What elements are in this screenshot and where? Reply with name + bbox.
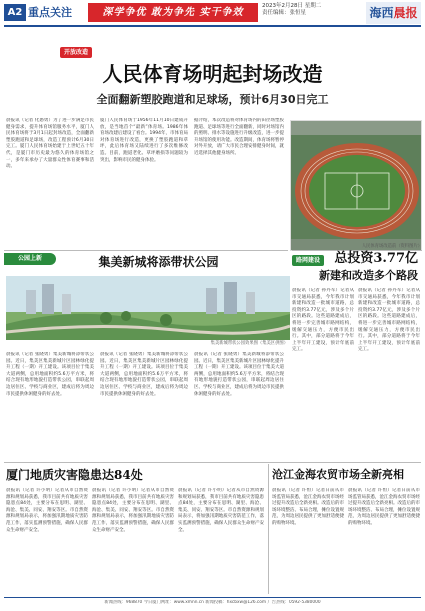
page-number: A2 bbox=[4, 4, 26, 21]
section-title: 重点关注 bbox=[28, 6, 72, 19]
park-column-3: 晨报讯（记者 张晓勇）集美新城将添带状公园。近日，集美区集美新城片区园林绿化提升工程（一期）开工建设。该项目位于集美大道两侧，总用地面积约5.6万平方米，将结合现有地形地貌打造带状公园，串联起周边居住区、学校与商业区，建成后将为周边市民提供休闲健身的好去处。 bbox=[194, 352, 284, 397]
stadium-photo bbox=[290, 120, 422, 251]
park-tag: 公园上新 bbox=[4, 253, 56, 265]
stadium-illustration bbox=[291, 121, 422, 251]
park-photo bbox=[6, 276, 290, 340]
footer-rule bbox=[4, 597, 421, 598]
invest-headline-2: 新建和改造多个路段 bbox=[319, 269, 418, 282]
invest-column-1: 晨报讯（记者 孙丹军）记者从市交通局获悉，今年我市计划新建和改造一批城市道路，总投资约3.77亿元，涉及多个片区的路段。这些道路建成后，将进一步完善城市路网结构，缓解交通压力，方便市民出行。其中，部分道路将于今年上半年开工建设，预计年底前完工。 bbox=[292, 288, 354, 353]
divider-bottom bbox=[4, 462, 421, 463]
park-column-1: 晨报讯（记者 张晓勇）集美新城将添带状公园。近日，集美区集美新城片区园林绿化提升工程（一期）开工建设。该项目位于集美大道两侧，总用地面积约5.6万平方米，将结合现有地形地貌打造带状公园，串联起周边居住区、学校与商业区，建成后将为周边市民提供休闲健身的好去处。 bbox=[6, 352, 94, 397]
masthead bbox=[0, 0, 425, 30]
invest-tag: 路网建设 bbox=[292, 255, 324, 266]
dateline bbox=[262, 3, 321, 17]
lead-column-1: 晨报讯（记者 化愚勇）为了进一步满足市民健身需求，提升体育场馆服务水平，厦门人民体育场将于3月1日起封场改造，全面翻新塑胶跑道和足球场，改造工程预计6月30日完工。厦门人民体育场始建于上世纪五十年代，是厦门市历史最为悠久的体育场馆之一，多年来承办了大量群众性体育赛事和活动。 bbox=[6, 118, 94, 170]
divider-vertical bbox=[268, 464, 269, 594]
market-column-1: 晨报讯（记者 许恒）记者日前从市场监管局获悉，沧江金海农贸市场经过提升改造后全新亮相。改造后的市场环境整洁、布局合理，摊位设置规范，为周边居民提供了更加舒适便捷的购物环境。 bbox=[272, 488, 344, 526]
footer-text: 新闻热线：968870 今日厦门网址：www.xmnn.cn 新闻投稿：hxcbxw@126.com 广告热线：0592-5380000 bbox=[104, 600, 321, 605]
market-column-2: 晨报讯（记者 许恒）记者日前从市场监管局获悉，沧江金海农贸市场经过提升改造后全新亮相。改造后的市场环境整洁、布局合理，摊位设置规范，为周边居民提供了更加舒适便捷的购物环境。 bbox=[348, 488, 420, 526]
geology-headline: 厦门地质灾害隐患达84处 bbox=[6, 468, 143, 482]
market-headline: 沧江金海农贸市场全新亮相 bbox=[272, 468, 404, 481]
park-illustration bbox=[6, 276, 290, 340]
geology-column-3: 晨报讯（记者 许小明）记者从市自然资源和规划局获悉，我市目前共有地质灾害隐患点84处，主要分布在思明、湖里、海沧、集美、同安、翔安等区。市自然资源和规划局表示，将加强汛期地质灾害防范工作，落实监测预警措施，确保人民群众生命财产安全。 bbox=[178, 488, 264, 533]
logo-main: 海西 bbox=[369, 6, 394, 20]
geology-column-2: 晨报讯（记者 许小明）记者从市自然资源和规划局获悉，我市目前共有地质灾害隐患点84处，主要分布在思明、湖里、海沧、集美、同安、翔安等区。市自然资源和规划局表示，将加强汛期地质灾害防范工作，落实监测预警措施，确保人民群众生命财产安全。 bbox=[92, 488, 174, 533]
logo-accent: 晨报 bbox=[393, 6, 418, 20]
editor-text: 责任编辑：张恒星 bbox=[262, 10, 307, 16]
park-headline: 集美新城将添带状公园 bbox=[98, 255, 219, 269]
divider-lead bbox=[4, 250, 288, 251]
lead-column-3: 据介绍，本次改造将对体育场内的田径场塑胶跑道、足球场等进行全面翻新，同时对场馆内的照明、排水等设施进行升级改造，进一步提升场馆的使用功能。改造期间，体育场将暂停对外开放，请广大市民合理安排健身时间，就近选择其他健身场所。 bbox=[194, 118, 284, 156]
date-text: 2023年2月28日 星期二 bbox=[262, 3, 322, 9]
geology-column-1: 晨报讯（记者 许小明）记者从市自然资源和规划局获悉，我市目前共有地质灾害隐患点84处，主要分布在思明、湖里、海沧、集美、同安、翔安等区。市自然资源和规划局表示，将加强汛期地质灾害防范工作，落实监测预警措施，确保人民群众生命财产安全。 bbox=[6, 488, 88, 533]
lead-subheadline: 全面翻新塑胶跑道和足球场，预计6月30日完工 bbox=[96, 93, 329, 106]
slogan-banner: 深学争优 敢为争先 实干争效 bbox=[88, 3, 258, 22]
newspaper-logo bbox=[366, 2, 421, 24]
invest-column-2: 晨报讯（记者 孙丹军）记者从市交通局获悉，今年我市计划新建和改造一批城市道路，总投资约3.77亿元，涉及多个片区的路段。这些道路建成后，将进一步完善城市路网结构，缓解交通压力，方便市民出行。其中，部分道路将于今年上半年开工建设，预计年底前完工。 bbox=[358, 288, 420, 353]
invest-headline-1: 总投资3.77亿 bbox=[334, 251, 418, 266]
lead-tag: 开放改造 bbox=[60, 47, 92, 58]
masthead-rule bbox=[4, 25, 421, 27]
park-photo-caption: 集美新城带状公园效果图（集美区供图） bbox=[210, 341, 288, 346]
park-column-2: 晨报讯（记者 张晓勇）集美新城将添带状公园。近日，集美区集美新城片区园林绿化提升工程（一期）开工建设。该项目位于集美大道两侧，总用地面积约5.6万平方米，将结合现有地形地貌打造带状公园，串联起周边居住区、学校与商业区，建成后将为周边市民提供休闲健身的好去处。 bbox=[100, 352, 188, 397]
lead-column-2: 厦门人民体育场于1956年11月10日建成开放，是当地首个“最新”体育场。1986年体育场改建后建设了看台。1994年，市体育局对体育场进行改造，更换了塑胶跑道和草坪，此后体育场又陆续进行了多次维修改造。目前，跑道老化、草坪磨损等问题较为突出，影响市民的健身体验。 bbox=[100, 118, 188, 163]
stadium-photo-caption: 人民体育场改造前（资料图片） bbox=[361, 244, 422, 249]
lead-headline: 人民体育场明起封场改造 bbox=[102, 62, 323, 86]
